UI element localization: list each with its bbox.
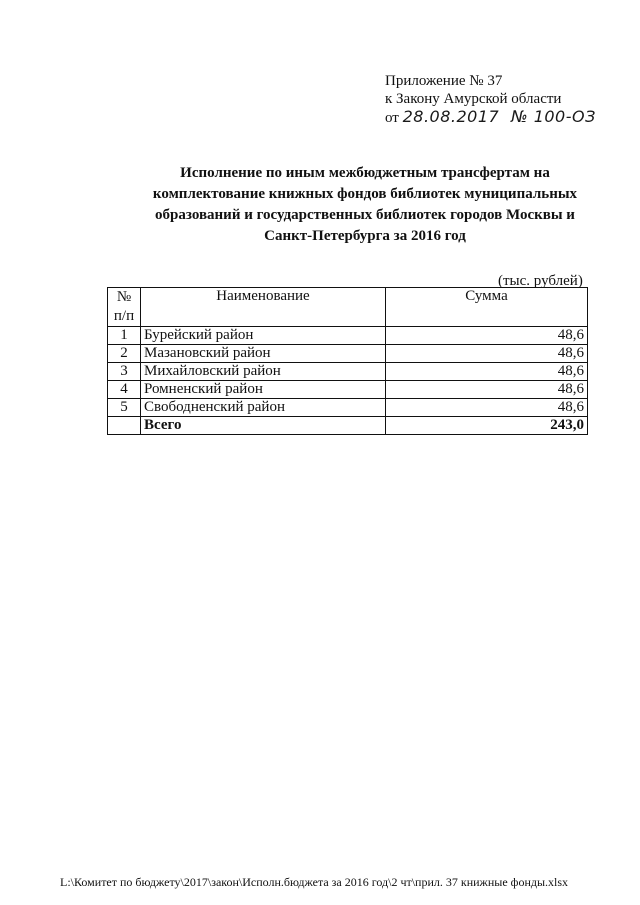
total-sum: 243,0 <box>386 417 588 435</box>
transfers-table <box>107 287 588 435</box>
appendix-date-line <box>385 108 596 127</box>
document-title: Исполнение по иным межбюджетным трансфертам на комплектование книжных фондов библиотек муниципальных образований и государственных библиотек городов Москвы и Санкт-Петербурга за 2016 год <box>152 165 578 244</box>
table-total-row <box>108 417 588 435</box>
units-label: (тыс. рублей) <box>498 273 583 289</box>
table-row <box>108 381 588 399</box>
table-row <box>108 399 588 417</box>
row-name: Бурейский район <box>141 327 386 345</box>
row-name: Свободненский район <box>141 399 386 417</box>
appendix-header <box>385 72 596 127</box>
row-sum: 48,6 <box>386 327 588 345</box>
row-sum: 48,6 <box>386 381 588 399</box>
row-num: 4 <box>108 381 141 399</box>
appendix-number: Приложение № 37 <box>385 73 503 89</box>
total-label: Всего <box>141 417 386 435</box>
header-sum: Сумма <box>386 288 588 327</box>
table-header-row <box>108 288 588 327</box>
appendix-law-reference: к Закону Амурской области <box>385 91 562 107</box>
table-row <box>108 363 588 381</box>
row-num: 1 <box>108 327 141 345</box>
table-row <box>108 345 588 363</box>
total-num <box>108 417 141 435</box>
row-num: 5 <box>108 399 141 417</box>
row-sum: 48,6 <box>386 363 588 381</box>
row-num: 2 <box>108 345 141 363</box>
appendix-date-prefix: от <box>385 110 399 126</box>
handwritten-number: № 100-ОЗ <box>510 107 596 126</box>
row-num: 3 <box>108 363 141 381</box>
header-name: Наименование <box>141 288 386 327</box>
row-name: Ромненский район <box>141 381 386 399</box>
header-num: № п/п <box>108 288 141 327</box>
handwritten-date: 28.08.2017 <box>402 107 500 126</box>
file-path-footer: L:\Комитет по бюджету\2017\закон\Исполн.бюджета за 2016 год\2 чт\прил. 37 книжные фонды.xlsx <box>60 875 569 889</box>
row-name: Мазановский район <box>141 345 386 363</box>
row-name: Михайловский район <box>141 363 386 381</box>
row-sum: 48,6 <box>386 345 588 363</box>
row-sum: 48,6 <box>386 399 588 417</box>
table-row <box>108 327 588 345</box>
